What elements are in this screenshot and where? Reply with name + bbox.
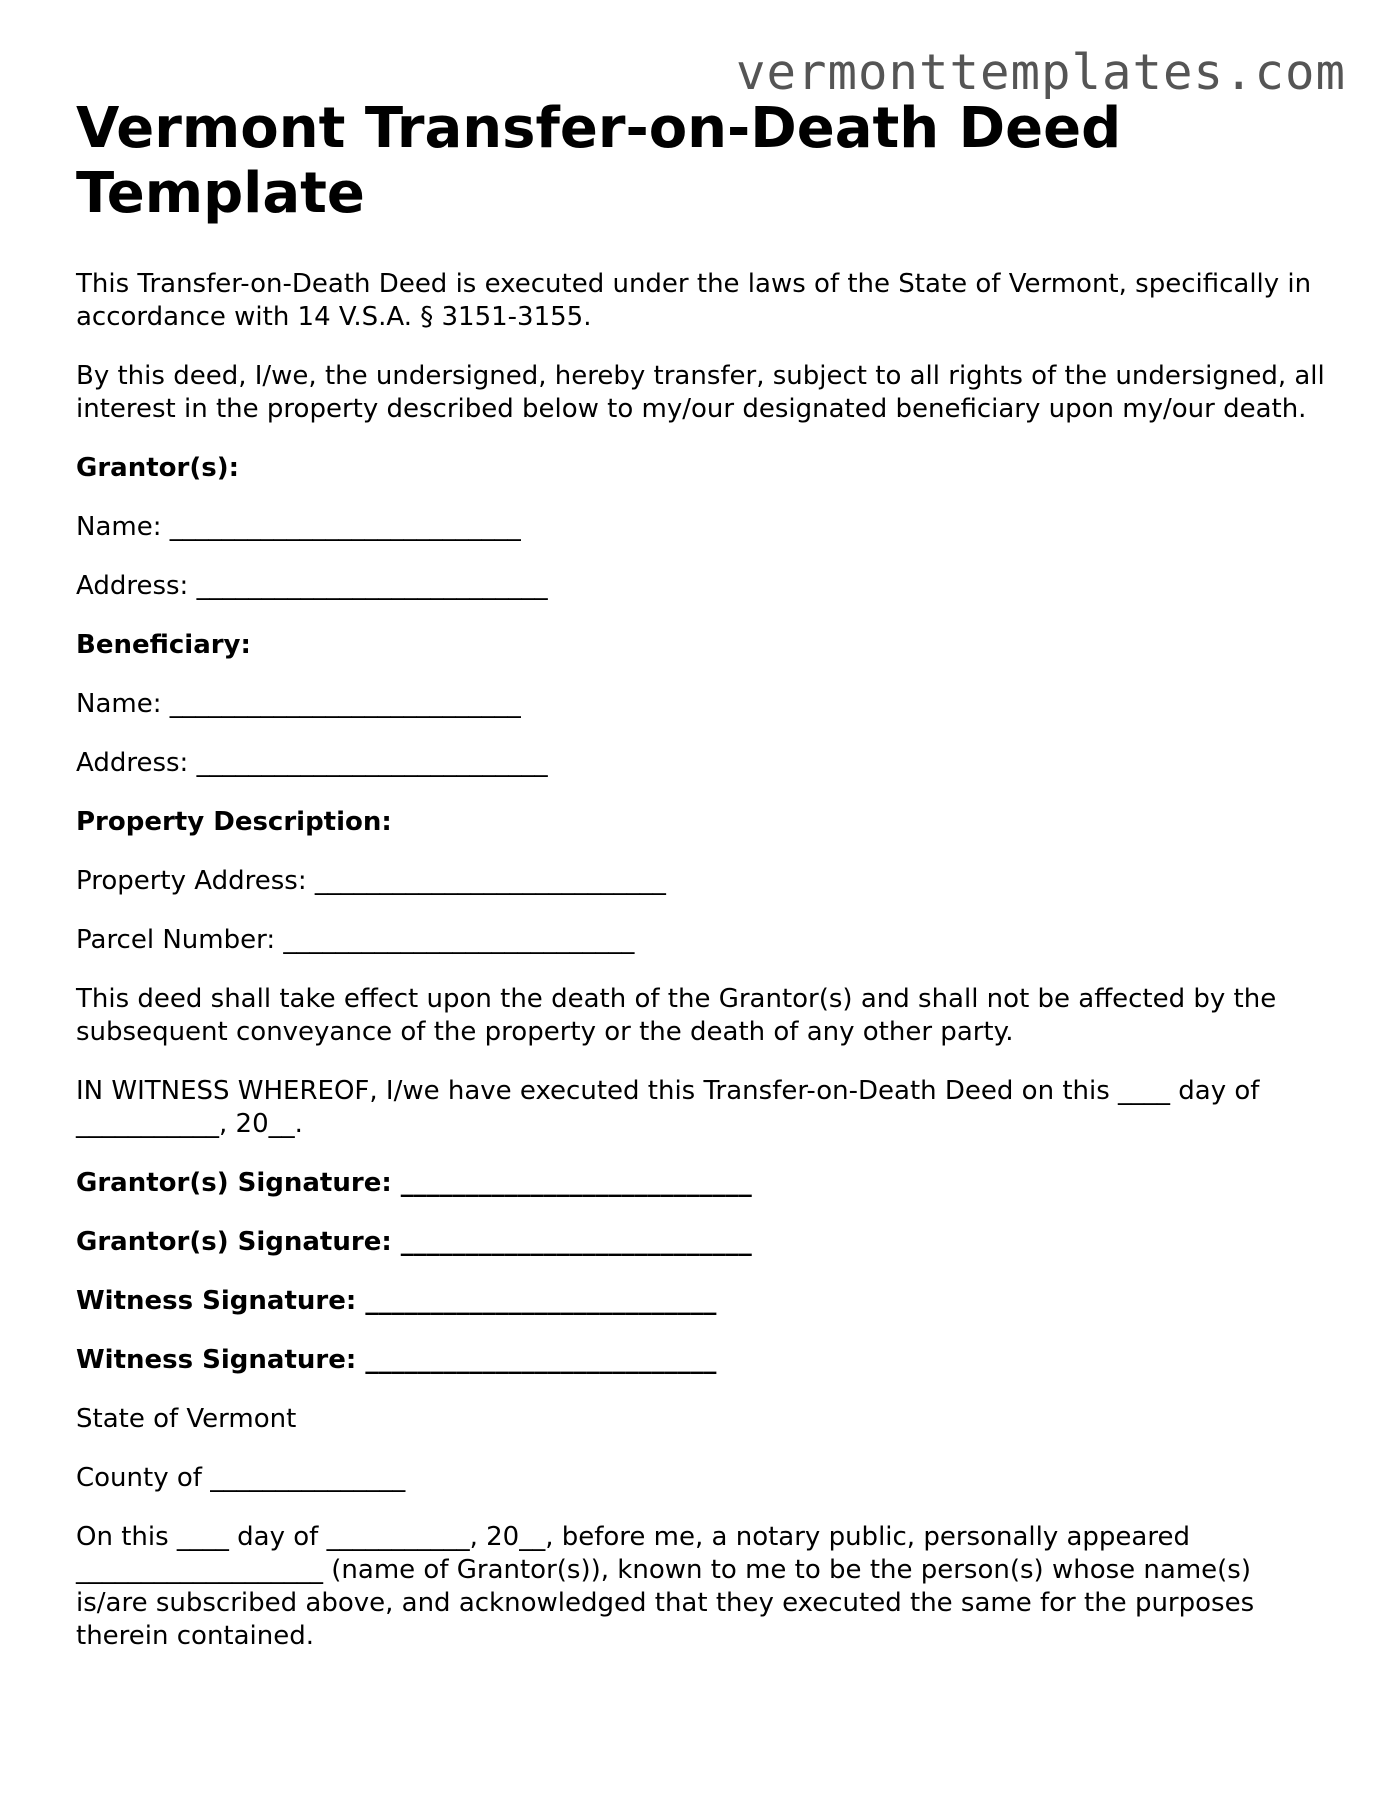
beneficiary-address-field: Address: ___________________________ [76,748,548,778]
beneficiary-name-field: Name: ___________________________ [76,689,521,719]
intro-paragraph: This Transfer-on-Death Deed is executed under the laws of the State of Vermont, specifically in accordance with 14 V.S.A. § 3151-3155. [76,269,1312,332]
parcel-number-field: Parcel Number: ___________________________ [76,925,635,955]
grantor-signature-1: Grantor(s) Signature: ___________________________ [76,1168,752,1198]
page-title: Vermont Transfer-on-Death Deed Template [76,96,1122,226]
property-address-field: Property Address: ___________________________ [76,866,666,896]
grantor-name-field: Name: ___________________________ [76,512,521,542]
grantor-heading: Grantor(s): [76,453,239,483]
transfer-paragraph: By this deed, I/we, the undersigned, hereby transfer, subject to all rights of the undersigned, all interest in the property described below to my/our designated beneficiary upon my/our death. [76,361,1325,424]
witness-signature-2: Witness Signature: ___________________________ [76,1345,717,1375]
effect-paragraph: This deed shall take effect upon the death of the Grantor(s) and shall not be affected by the subsequent conveyance of the property or the death of any other party. [76,984,1277,1047]
document-body [76,96,1326,1679]
watermark: vermonttemplates.com [735,44,1346,101]
notary-state: State of Vermont [76,1404,297,1434]
grantor-signature-2: Grantor(s) Signature: ___________________________ [76,1227,752,1257]
witness-paragraph: IN WITNESS WHEREOF, I/we have executed this Transfer-on-Death Deed on this ____ day of ___________, 20__. [76,1076,1260,1139]
grantor-address-field: Address: ___________________________ [76,571,548,601]
property-heading: Property Description: [76,807,392,837]
notary-paragraph: On this ____ day of ___________, 20__, before me, a notary public, personally appeared ___________________ (name of Grantor(s)), known to me to be the person(s) whose name(s) is/are subscribed above, and acknowledged that they executed the same for the purposes therein contained. [76,1522,1255,1651]
notary-county: County of _______________ [76,1463,406,1493]
witness-signature-1: Witness Signature: ___________________________ [76,1286,717,1316]
beneficiary-heading: Beneficiary: [76,630,251,660]
